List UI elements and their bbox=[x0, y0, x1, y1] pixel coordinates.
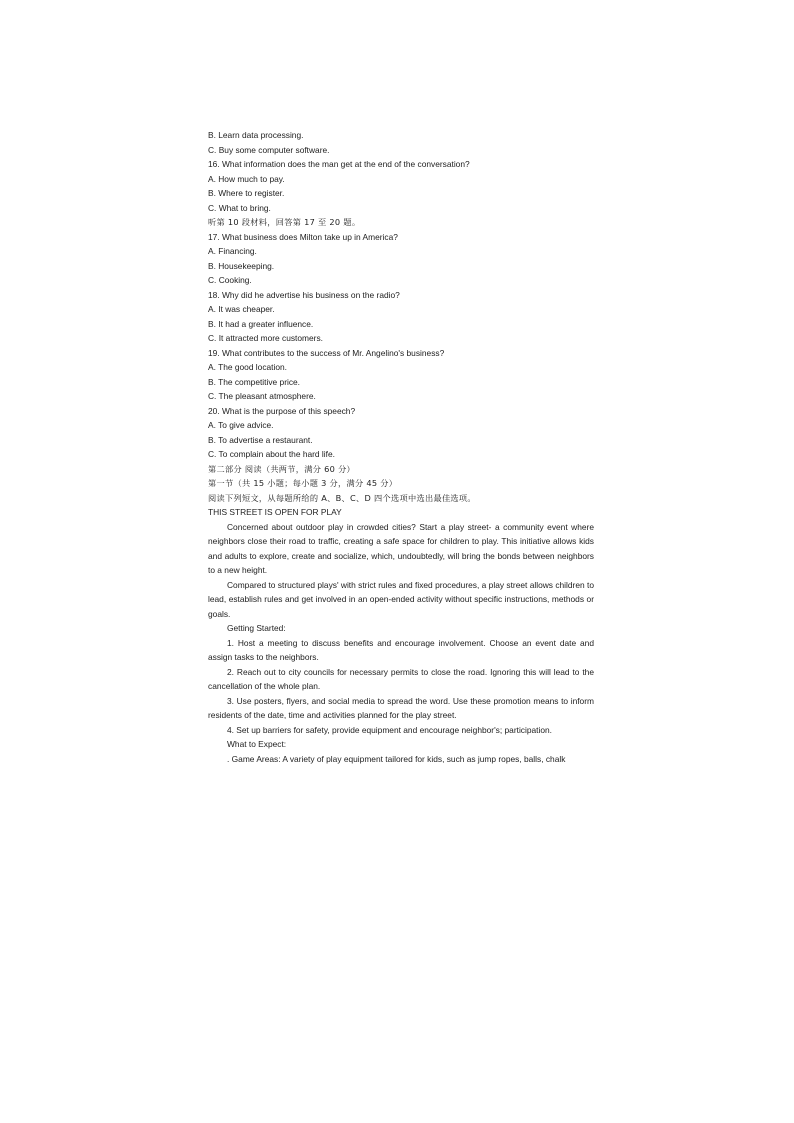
expect-item-game-areas: . Game Areas: A variety of play equipment tailored for kids, such as jump ropes, balls, chalk bbox=[227, 753, 566, 764]
q19-option-c: C. The pleasant atmosphere. bbox=[208, 391, 316, 401]
q17-option-b: B. Housekeeping. bbox=[208, 260, 275, 271]
q18-option-c: C. It attracted more customers. bbox=[208, 333, 323, 343]
q17-option-c: C. Cooking. bbox=[208, 275, 252, 285]
q19-option-a: A. The good location. bbox=[208, 362, 287, 372]
q16-question: 16. What information does the man get at the end of the conversation? bbox=[208, 159, 470, 169]
q20-question: 20. What is the purpose of this speech? bbox=[208, 405, 356, 416]
article-paragraph-1: Concerned about outdoor play in crowded cities? Start a play street- a community event where neighbors close their road to traffic, creating a safe space for children to play. This initiative allows kids and adults to explore, create and socialize, which, undoubtedly, will bring the bonds between neighbors to a new height. bbox=[208, 521, 594, 575]
q16-option-a: A. How much to pay. bbox=[208, 173, 285, 184]
material10-instruction: 听第 10 段材料，回答第 17 至 20 题。 bbox=[208, 217, 361, 227]
q20-option-c: C. To complain about the hard life. bbox=[208, 449, 335, 459]
q16-option-c: C. What to bring. bbox=[208, 202, 271, 213]
q15-option-b: B. Learn data processing. bbox=[208, 130, 304, 140]
q17-option-a: A. Financing. bbox=[208, 246, 257, 256]
step-3: 3. Use posters, flyers, and social media to spread the word. Use these promotion means to inform residents of the date, time and activities planned for the play street. bbox=[208, 695, 594, 720]
part2-instruction: 阅读下列短文，从每题所给的 A、B、C、D 四个选项中选出最佳选项。 bbox=[208, 492, 476, 503]
q18-question: 18. Why did he advertise his business on the radio? bbox=[208, 289, 400, 300]
what-to-expect-heading: What to Expect: bbox=[227, 739, 287, 749]
exam-text bbox=[208, 128, 594, 766]
part2-section1: 第一节（共 15 小题；每小题 3 分，满分 45 分） bbox=[208, 478, 398, 488]
q19-question: 19. What contributes to the success of Mr. Angelino's business? bbox=[208, 347, 445, 358]
step-4: 4. Set up barriers for safety, provide equipment and encourage neighbor's; participation. bbox=[227, 724, 553, 735]
q17-question: 17. What business does Milton take up in America? bbox=[208, 231, 398, 242]
q18-option-b: B. It had a greater influence. bbox=[208, 318, 314, 329]
getting-started-heading: Getting Started: bbox=[227, 623, 286, 633]
q19-option-b: B. The competitive price. bbox=[208, 376, 301, 387]
q15-option-c: C. Buy some computer software. bbox=[208, 144, 330, 155]
q20-option-b: B. To advertise a restaurant. bbox=[208, 434, 313, 445]
article-title: THIS STREET IS OPEN FOR PLAY bbox=[208, 507, 342, 517]
article-paragraph-2: Compared to structured plays' with strict rules and fixed procedures, a play street allows children to lead, establish rules and get involved in an open-ended activity without specific instructions, methods or goals. bbox=[208, 579, 594, 619]
part2-heading: 第二部分 阅读（共两节，满分 60 分） bbox=[208, 463, 356, 474]
q18-option-a: A. It was cheaper. bbox=[208, 304, 275, 314]
q20-option-a: A. To give advice. bbox=[208, 420, 274, 430]
step-2: 2. Reach out to city councils for necessary permits to close the road. Ignoring this will lead to the cancellation of the whole plan. bbox=[208, 666, 594, 691]
step-1: 1. Host a meeting to discuss benefits and encourage involvement. Choose an event date and assign tasks to the neighbors. bbox=[208, 637, 594, 662]
q16-option-b: B. Where to register. bbox=[208, 188, 285, 198]
